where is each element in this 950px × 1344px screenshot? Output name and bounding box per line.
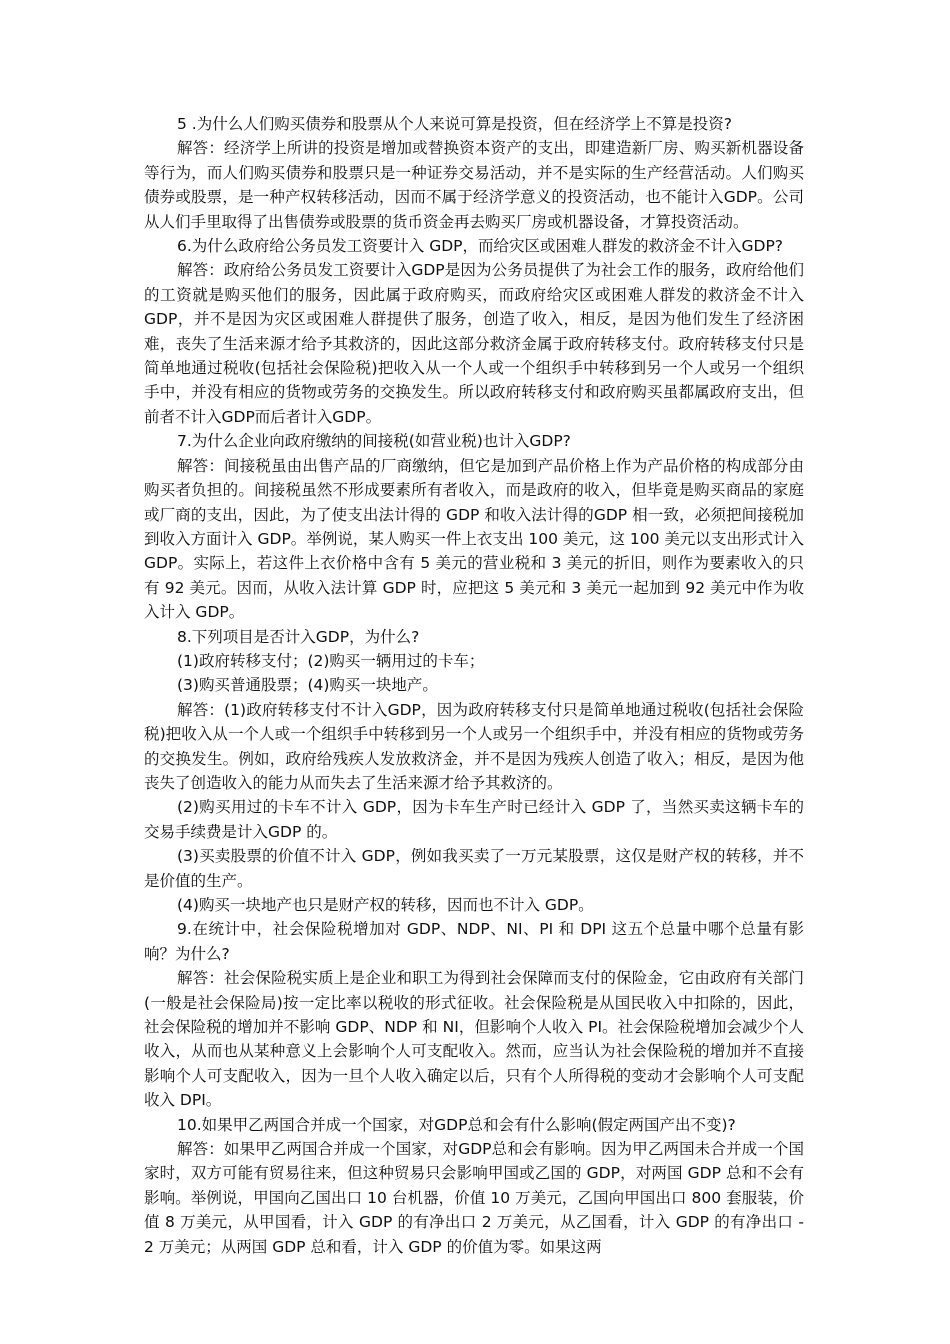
- question-8-items-1: (1)政府转移支付；(2)购买一辆用过的卡车；: [177, 651, 485, 670]
- question-6: 6.为什么政府给公务员发工资要计入 GDP，而给灾区或困难人群发的救济金不计入GDP?: [177, 237, 784, 256]
- answer-8-part-3: (3)买卖股票的价值不计入 GDP，例如我买卖了一万元某股票，这仅是财产权的转移，并不是价值的生产。: [144, 847, 804, 890]
- question-8: 8.下列项目是否计入GDP，为什么?: [177, 627, 420, 646]
- question-8-items-2: (3)购买普通股票；(4)购买一块地产。: [177, 676, 438, 695]
- question-9: 9.在统计中，社会保险税增加对 GDP、NDP、NI、PI 和 DPI 这五个总量中哪个总量有影响？为什么?: [144, 920, 804, 963]
- answer-8-part-1: 解答：(1)政府转移支付不计入GDP，因为政府转移支付只是简单地通过税收(包括社会保险税)把收入从一个人或一个组织手中转移到另一个人或另一个组织手中，并没有相应的货物或劳务的交换发生。例如，政府给残疾人发放救济金，并不是因为残疾人创造了收入；相反，是因为他丧失了创造收入的能力从而失去了生活来源才给予其救济的。: [144, 700, 804, 792]
- answer-8-part-2: (2)购买用过的卡车不计入 GDP，因为卡车生产时已经计入 GDP 了，当然买卖这辆卡车的交易手续费是计入GDP 的。: [144, 798, 804, 841]
- answer-7: 解答：间接税虽由出售产品的厂商缴纳，但它是加到产品价格上作为产品价格的构成部分由购买者负担的。间接税虽然不形成要素所有者收入，而是政府的收入，但毕竟是购买商品的家庭或厂商的支出，因此，为了使支出法计得的 GDP 和收入法计得的GDP 相一致，必须把间接税加到收入方面计入 GDP。举例说，某人购买一件上衣支出 100 美元，这 100 美元以支出形式计入 GDP。实际上，若这件上衣价格中含有 5 美元的营业税和 3 美元的折旧，则作为要素收入的只有 92 美元。因而，从收入法计算 GDP 时，应把这 5 美元和 3 美元一起加到 92 美元中作为收入计入 GDP。: [144, 456, 804, 622]
- answer-8-part-4: (4)购买一块地产也只是财产权的转移，因而也不计入 GDP。: [177, 896, 594, 914]
- answer-6: 解答：政府给公务员发工资要计入GDP是因为公务员提供了为社会工作的服务，政府给他们的工资就是购买他们的服务，因此属于政府购买，而政府给灾区或困难人群发的救济金不计入GDP，并不是因为灾区或困难人群提供了服务，创造了收入，相反，是因为他们发生了经济困难，丧失了生活来源才给予其救济的，因此这部分救济金属于政府转移支付。政府转移支付只是简单地通过税收(包括社会保险税)把收入从一个人或一个组织手中转移到另一个人或另一个组织手中，并没有相应的货物或劳务的交换发生。所以政府转移支付和政府购买虽都属政府支出，但前者不计入GDP而后者计入GDP。: [144, 261, 804, 426]
- answer-10: 解答：如果甲乙两国合并成一个国家，对GDP总和会有影响。因为甲乙两国未合并成一个国家时，双方可能有贸易往来，但这种贸易只会影响甲国或乙国的 GDP，对两国 GDP 总和不会有影响。举例说，甲国向乙国出口 10 台机器，价值 10 万美元，乙国向甲国出口 800 套服装，价值 8 万美元，从甲国看，计入 GDP 的有净出口 2 万美元，从乙国看，计入 GDP 的有净出口 - 2 万美元；从两国 GDP 总和看，计入 GDP 的价值为零。如果这两: [144, 1140, 804, 1256]
- question-5: 5 .为什么人们购买债券和股票从个人来说可算是投资，但在经济学上不算是投资?: [177, 115, 732, 133]
- answer-9: 解答：社会保险税实质上是企业和职工为得到社会保障而支付的保险金，它由政府有关部门(一般是社会保险局)按一定比率以税收的形式征收。社会保险税是从国民收入中扣除的，因此，社会保险税的增加并不影响 GDP、NDP 和 NI，但影响个人收入 PI。社会保险税增加会减少个人收入，从而也从某种意义上会影响个人可支配收入。然而，应当认为社会保险税的增加并不直接影响个人可支配收入，因为一旦个人收入确定以后，只有个人所得税的变动才会影响个人可支配收入 DPI。: [144, 969, 804, 1110]
- question-10: 10.如果甲乙两国合并成一个国家，对GDP总和会有什么影响(假定两国产出不变)?: [177, 1115, 736, 1134]
- question-7: 7.为什么企业向政府缴纳的间接税(如营业税)也计入GDP?: [177, 432, 571, 451]
- document-body: [144, 112, 804, 1259]
- answer-5: 解答：经济学上所讲的投资是增加或替换资本资产的支出，即建造新厂房、购买新机器设备等行为，而人们购买债券和股票只是一种证券交易活动，并不是实际的生产经营活动。人们购买债券或股票，是一种产权转移活动，因而不属于经济学意义的投资活动，也不能计入GDP。公司从人们手里取得了出售债券或股票的货币资金再去购买厂房或机器设备，才算投资活动。: [144, 139, 804, 231]
